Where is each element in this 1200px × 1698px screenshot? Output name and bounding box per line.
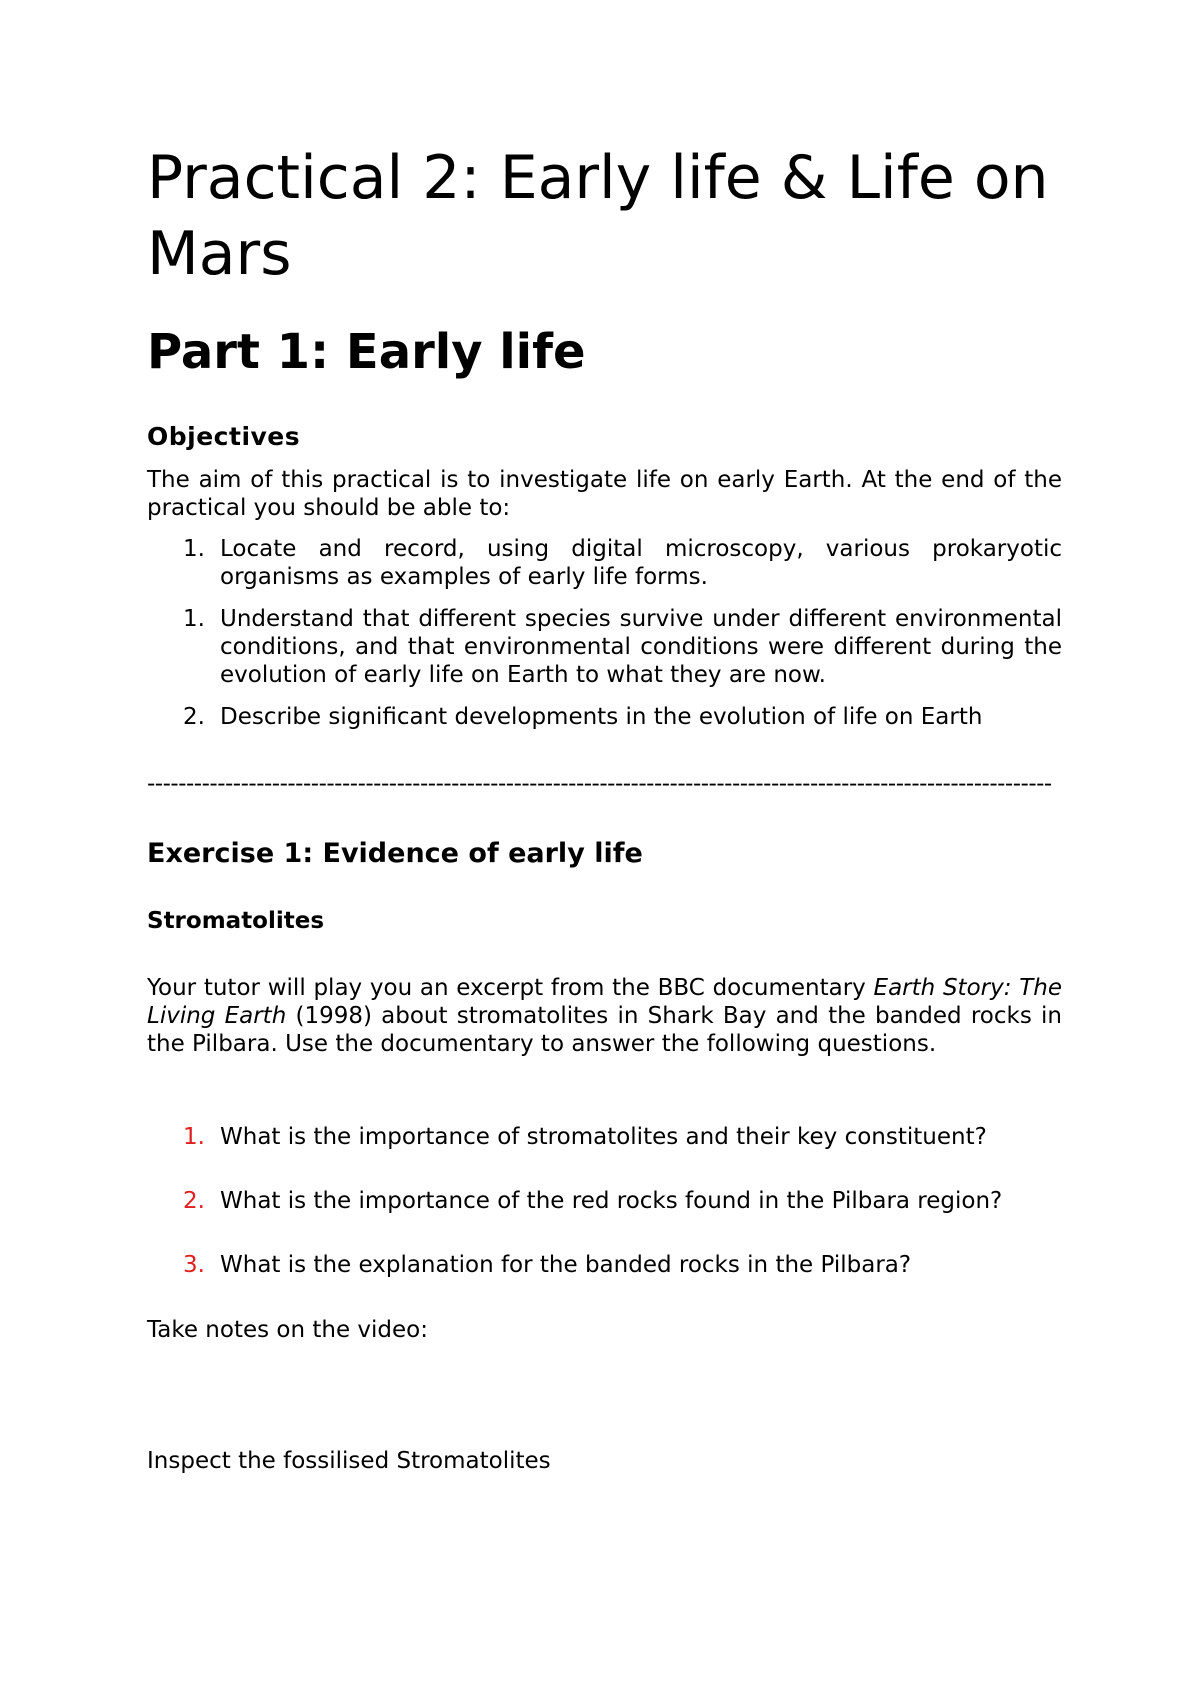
- question-text: What is the importance of the red rocks found in the Pilbara region?: [220, 1188, 1003, 1214]
- documentary-title: Earth Story: The Living Earth: [147, 975, 1062, 1029]
- list-item: [147, 605, 1062, 689]
- question-item: [147, 1251, 1062, 1315]
- objectives-aim: The aim of this practical is to investigate life on early Earth. At the end of the practical you should be able to:: [147, 467, 1062, 521]
- list-item-text: Describe significant developments in the evolution of life on Earth: [220, 704, 983, 730]
- question-number: 1.: [183, 1124, 205, 1150]
- list-item: [147, 535, 1062, 591]
- question-item: [147, 1123, 1062, 1187]
- list-item: [147, 703, 1062, 731]
- list-item-number: 1.: [183, 536, 205, 562]
- stromatolites-heading: Stromatolites: [147, 908, 325, 934]
- question-text: What is the importance of stromatolites and their key constituent?: [220, 1124, 987, 1150]
- question-text: What is the explanation for the banded rocks in the Pilbara?: [220, 1252, 912, 1278]
- document-title: Practical 2: Early life & Life on Mars: [147, 143, 1049, 289]
- part-heading: Part 1: Early life: [147, 324, 586, 380]
- dashed-separator: --------------------------------------------------------------------------------------------------------------------: [147, 771, 1052, 797]
- list-item-number: 2.: [183, 704, 205, 730]
- intro-text-end: (1998) about stromatolites in Shark Bay and the banded rocks in the Pilbara. Use the documentary to answer the following questions.: [147, 1003, 1062, 1057]
- exercise-heading: Exercise 1: Evidence of early life: [147, 838, 643, 869]
- exercise-intro: [147, 974, 1062, 1058]
- list-item-number: 1.: [183, 606, 205, 632]
- questions-list: [147, 1123, 1062, 1315]
- list-item-text: Locate and record, using digital microscopy, various prokaryotic organisms as examples of early life forms.: [220, 536, 1062, 590]
- objectives-heading: Objectives: [147, 422, 301, 451]
- intro-text-start: Your tutor will play you an excerpt from the BBC documentary: [147, 975, 874, 1001]
- question-number: 3.: [183, 1252, 205, 1278]
- list-item-text: Understand that different species survive under different environmental conditions, and that environmental conditions were different during the evolution of early life on Earth to what they are now.: [220, 606, 1062, 688]
- question-item: [147, 1187, 1062, 1251]
- inspect-prompt: Inspect the fossilised Stromatolites: [147, 1448, 551, 1474]
- question-number: 2.: [183, 1188, 205, 1214]
- objectives-list: [147, 535, 1062, 745]
- notes-prompt: Take notes on the video:: [147, 1317, 428, 1343]
